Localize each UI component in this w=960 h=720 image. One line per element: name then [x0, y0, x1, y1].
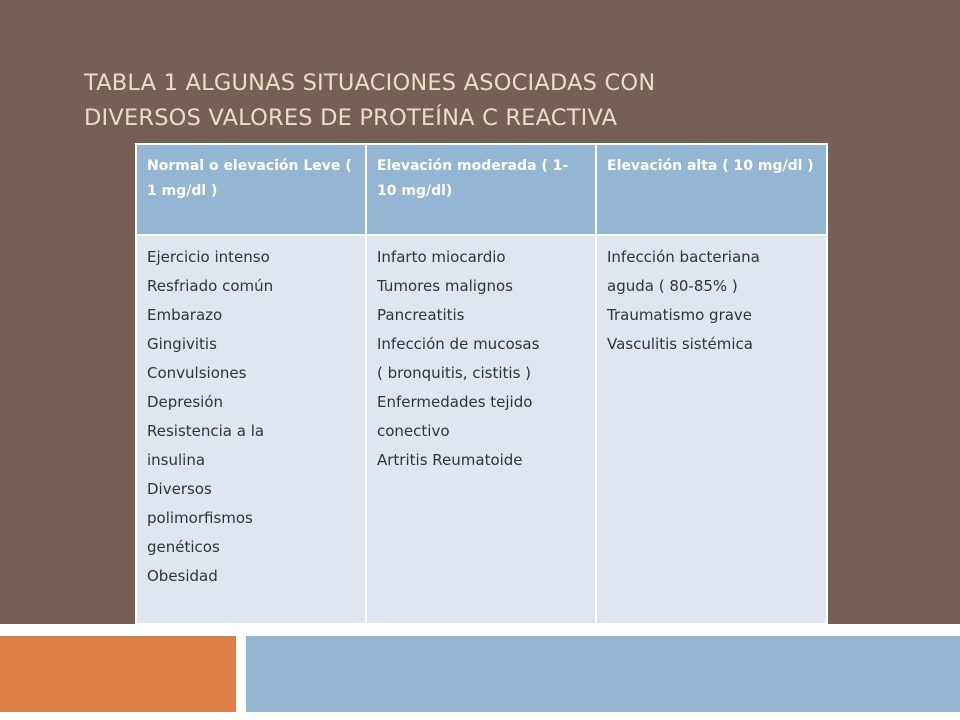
list-item: Depresión — [147, 393, 224, 411]
list-item: Embarazo — [147, 306, 223, 324]
list-item: Gingivitis — [147, 335, 217, 353]
table-header-row — [136, 144, 827, 235]
header-normal-leve: Normal o elevación Leve ( 1 mg/dl ) — [136, 144, 366, 235]
list-item: aguda ( 80-85% ) — [607, 277, 738, 295]
list-item: Tumores malignos — [377, 277, 513, 295]
list-item: genéticos — [147, 538, 220, 556]
list-item: Infección de mucosas — [377, 335, 540, 353]
list-item: Infarto miocardio — [377, 248, 506, 266]
list-item: Resfriado común — [147, 277, 274, 295]
slide-title-line-1: TABLA 1 ALGUNAS SITUACIONES ASOCIADAS CON — [84, 70, 656, 96]
list-item: Pancreatitis — [377, 306, 465, 324]
list-item: Resistencia a la — [147, 422, 265, 440]
list-item: Obesidad — [147, 567, 218, 585]
list-item: conectivo — [377, 422, 450, 440]
cell-moderada — [366, 235, 596, 624]
list-item: insulina — [147, 451, 206, 469]
header-moderada: Elevación moderada ( 1-10 mg/dl) — [366, 144, 596, 235]
list-item: Vasculitis sistémica — [607, 335, 753, 353]
list-item: Convulsiones — [147, 364, 247, 382]
list-item: Infección bacteriana — [607, 248, 760, 266]
list-item: Ejercicio intenso — [147, 248, 270, 266]
list-item: ( bronquitis, cistitis ) — [377, 364, 532, 382]
list-item: Traumatismo grave — [607, 306, 753, 324]
slide-title — [84, 66, 884, 136]
cell-alta — [596, 235, 827, 624]
slide-title-line-2: DIVERSOS VALORES DE PROTEÍNA C REACTIVA — [84, 105, 618, 131]
footer-accent-orange — [0, 636, 236, 712]
footer-accent-blue — [246, 636, 960, 712]
list-item: Enfermedades tejido — [377, 393, 533, 411]
list-item: Artritis Reumatoide — [377, 451, 523, 469]
header-alta: Elevación alta ( 10 mg/dl ) — [596, 144, 827, 235]
table-row — [136, 235, 827, 624]
crp-table — [135, 143, 828, 625]
cell-normal-leve — [136, 235, 366, 624]
list-item: Diversos — [147, 480, 212, 498]
list-item: polimorfismos — [147, 509, 253, 527]
